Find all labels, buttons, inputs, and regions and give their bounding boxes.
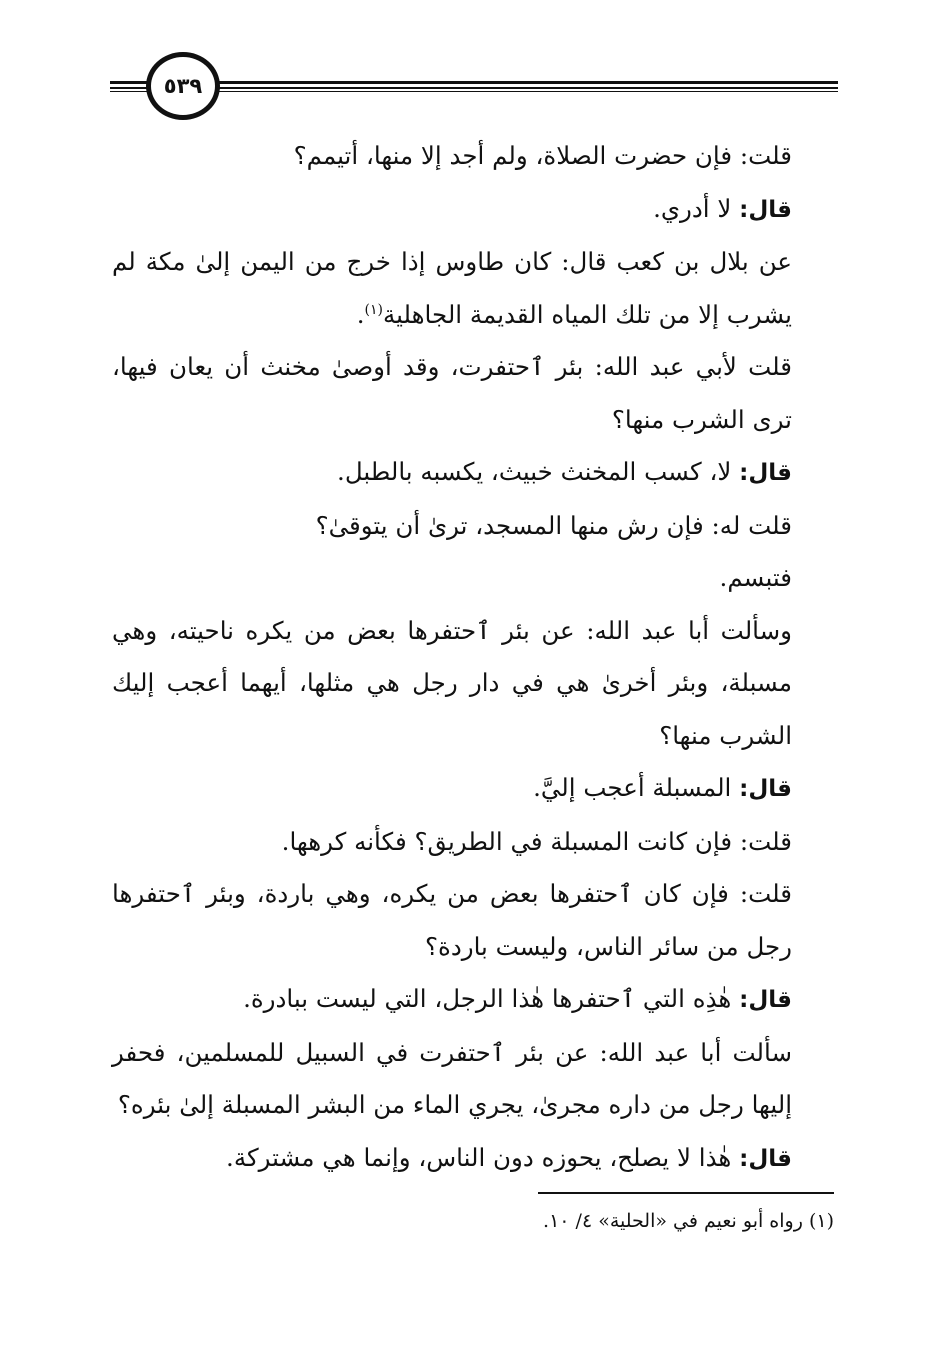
- footnote-reference: (١): [364, 301, 383, 318]
- paragraph: قال: لا، كسب المخنث خبيث، يكسبه بالطبل.: [337, 457, 792, 486]
- speaker-label: قال:: [739, 776, 792, 802]
- paragraph: عن بلال بن كعب قال: كان طاوس إذا خرج من اليمن إلىٰ مكة لم يشرب إلا من تلك المياه القديمة الجاهلية$^{(١)}$.: [112, 247, 792, 329]
- paragraph: قال: هٰذِه التي ٱحتفرها هٰذا الرجل، التي ليست ببادرة.: [243, 984, 792, 1013]
- paragraph: قلت له: فإن رش منها المسجد، ترىٰ أن يتوقىٰ؟: [315, 510, 792, 540]
- page-header: [110, 50, 838, 130]
- paragraph: فتبسم.: [719, 563, 792, 592]
- paragraph: قلت: فإن كانت المسبلة في الطريق؟ فكأنه كرهها.: [281, 826, 792, 856]
- page-number: ٥٣٩: [146, 52, 220, 120]
- paragraph: قلت لأبي عبد الله: بئر ٱحتفرت، وقد أوصىٰ مخنث أن يعان فيها، ترى الشرب منها؟: [112, 352, 792, 434]
- paragraph: قال: لا أدري.: [653, 193, 792, 223]
- paragraph: قلت: فإن كان ٱحتفرها بعض من يكره، وهي باردة، وبئر ٱحتفرها رجل من سائر الناس، وليست باردة؟: [112, 879, 792, 961]
- footnote-text: رواه أبو نعيم في «الحلية» ٤/ ١٠.: [543, 1210, 803, 1232]
- paragraph: قال: المسبلة أعجب إليَّ.: [533, 773, 792, 802]
- speaker-label: قال:: [739, 460, 792, 486]
- paragraph: قلت: فإن حضرت الصلاة، ولم أجد إلا منها، أتيمم؟: [293, 141, 792, 170]
- speaker-label: قال:: [739, 1145, 792, 1172]
- footnote-marker: (١): [808, 1210, 834, 1232]
- speaker-label: قال:: [739, 987, 792, 1013]
- footnote-separator: [538, 1192, 834, 1194]
- paragraph: وسألت أبا عبد الله: عن بئر ٱحتفرها بعض من يكره ناحيته، وهي مسبلة، وبئر أخرىٰ هي في دار رجل هي مثلها، أيهما أعجب إليك الشرب منها؟: [112, 615, 792, 750]
- paragraph: قال: هٰذا لا يصلح، يحوزه دون الناس، وإنما هي مشتركة.: [226, 1142, 792, 1172]
- footnote: [300, 1206, 834, 1236]
- speaker-label: قال:: [739, 196, 792, 223]
- main-text: [112, 130, 838, 1185]
- paragraph: سألت أبا عبد الله: عن بئر ٱحتفرت في السبيل للمسلمين، فحفر إليها رجل من داره مجرىٰ، يجري الماء من البشر المسبلة إلىٰ بئره؟: [112, 1037, 792, 1119]
